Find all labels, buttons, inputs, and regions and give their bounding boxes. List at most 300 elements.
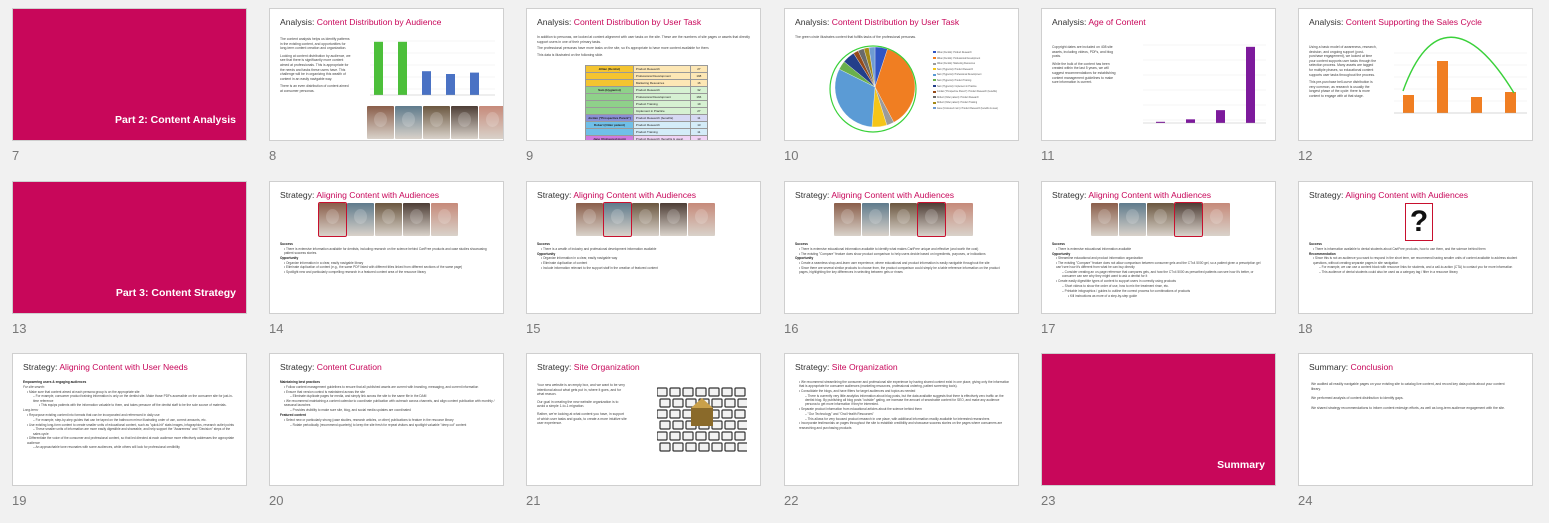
section-title: Part 3: Content Strategy [115,287,236,299]
slide-body-text [1311,382,1511,415]
bullet-marker: • [284,246,286,251]
parent-photo [375,203,402,236]
slide-title [537,190,696,200]
legend-label: Jillian (Dentist): Marketing Resources [937,63,976,66]
count-cell: 198 [690,73,707,80]
slide-title [23,362,188,372]
bullet-text: There is extensive educational information available [1057,246,1132,251]
dentist-photo [367,106,394,139]
count-cell: 11 [690,115,707,122]
grid-cube [738,421,747,429]
older-patient-photo [1175,203,1202,236]
grid-cube [673,443,683,451]
slide-title [1052,17,1146,27]
bullet-text: An approachable tone resonates with some audiences, while others will look for professional credibility [35,445,180,450]
bullet-text: Create a seamless shop-and-learn user experience, where educational and product information is easily navigable throughout the site [801,261,990,266]
slide-title-prefix: Strategy: [23,362,60,372]
legend-swatch [933,51,936,53]
bullet-marker: ▪ [39,403,41,408]
bullet-marker: – [1062,270,1065,275]
bullet-item [1052,284,1267,288]
bullet-text: Eliminate duplication of content (e.g., the same PDF listed with different titles linked from different sections of the same page) [286,265,463,270]
slide-thumbnail-24 [1298,353,1533,523]
slide-21[interactable] [526,353,761,486]
bullet-item [280,265,495,269]
bullet-item [1052,242,1267,246]
body-paragraph: Our goal in creating the new website organization is to avoid a simple 1-to-1 migration. [537,399,619,409]
bullet-marker: – [1062,288,1065,293]
body-paragraph: We audited all readily navigable pages on your existing site to catalog live content, and record key data points about your content library. [1311,382,1505,391]
pie-legend [933,51,998,113]
bullet-item [280,399,495,407]
task-cell: Implement in Practice [633,108,690,115]
bullet-item [537,242,752,246]
content-age-bar-chart [1138,39,1268,131]
body-paragraph: The green circle illustrates content that fulfills tasks of the professional personas. [795,35,916,39]
open-box [691,408,713,426]
bullet-item [1052,252,1267,256]
bullet-text: Maintaining best practices [280,380,321,384]
bullet-text: Organize information in a clear, easily navigable way [543,256,618,261]
grid-cube [670,388,680,396]
legend-label: Sam (Hygienist): Professional Development [937,74,982,77]
bullet-text: Use existing long-form content to create smaller units of educational content, such as "quick-hit" stats images, infographics, research outlet points [29,422,234,427]
slide-title [280,17,441,27]
bullet-item [795,417,1010,421]
persona-cell: Sam (Hygienist) [586,87,634,94]
bullet-item [795,394,1010,407]
slide-body-text [1052,45,1120,88]
grid-cube [735,388,745,396]
bullet-item [23,408,238,412]
table-row [586,80,708,87]
bullet-item [1052,289,1267,293]
grid-cube [657,388,667,396]
bullet-marker: • [799,265,802,270]
body-paragraph: Your new website is an empty box, and we want to be very intentional about what gets put in, where it goes, and for what reason. [537,383,625,397]
slide-title-prefix: Strategy: [1052,190,1089,200]
bullet-marker: ▪ [1068,293,1071,298]
bar [1505,92,1516,113]
bullet-text: Streamline educational and product information organization [1058,256,1144,261]
body-paragraph: The content analysis helps us identify patterns in the existing content, and opportunities for long-term content creation and organization. [280,37,350,51]
persona-photos [319,203,458,236]
bullet-marker: – [290,422,293,427]
slide-title-accent: Aligning Content with Audiences [1345,190,1469,200]
persona-cell: Robert (Older patient) [586,122,634,129]
bullet-text: Eliminate duplication of content [543,261,588,266]
slide-7[interactable] [12,8,247,141]
legend-label: Sam (Hygienist): Product Training [937,79,972,82]
slide-title-prefix: Strategy: [1309,190,1346,200]
bullet-text: For example, consumer product training information is only on the dentist site. Make those PDFs accessible on the consumer site for just-in-time reference [33,394,233,403]
bullet-text: For site search: [23,384,45,389]
bullet-item [795,407,1010,411]
slide-title-accent: Aligning Content with Audiences [573,190,697,200]
grid-cube [660,421,670,429]
grid-cube [712,399,722,407]
bullet-item [1309,247,1524,251]
bullet-text: Recommendation [1309,251,1336,256]
bullet-marker: – [290,408,293,413]
older-patient-photo [451,106,478,139]
bullet-text: Opportunity [1052,251,1071,256]
slide-title-accent: Aligning Content with User Needs [59,362,188,372]
bullet-item [23,403,238,407]
slide-number: 9 [526,148,534,163]
persona-cell: Jillian (Dentist) [586,66,634,73]
bullet-text: Consolidate the blogs, and have filters for target audiences and topics as needed [801,389,916,393]
bar [1437,61,1448,113]
slide-title [537,17,701,27]
persona-cell [586,108,634,115]
table-row [586,66,708,73]
persona-photos [1091,203,1230,236]
parent-photo [632,203,659,236]
parent-photo [1147,203,1174,236]
grid-cube [725,443,735,451]
count-cell: 27 [690,66,707,73]
hygienist-photo [347,203,374,236]
slide-bullets [23,380,238,450]
count-cell: 27 [690,108,707,115]
bullet-text: The existing "Compare" feature does show product comparison to help users decide based on ingredients, purposes, or indications [800,251,986,256]
body-paragraph: Copyright dates are included on 408 site assets, including videos, PDFs, and blog posts. [1052,45,1114,59]
legend-swatch [933,63,936,65]
bullet-item [280,418,495,422]
slide-title [1309,190,1468,200]
bullet-item [1052,294,1267,298]
bullet-item [280,261,495,265]
bullet-marker: – [1319,270,1322,275]
slide-thumbnail-23 [1041,353,1276,523]
slide-number: 23 [1041,493,1056,508]
bullet-item [537,266,752,270]
table-row [586,101,708,108]
bar [422,71,431,95]
task-cell: Product Research (benefits) [633,115,690,122]
slide-number: 22 [784,493,799,508]
sales-cycle-chart [1389,33,1529,128]
bullet-item [23,390,238,394]
slide-13[interactable] [12,181,247,314]
bullet-item [795,380,1010,388]
bar [446,74,455,95]
slide-number: 19 [12,493,27,508]
slide-number: 20 [269,493,284,508]
slide-body-text [537,35,752,59]
legend-swatch [933,91,936,93]
bullet-item [795,252,1010,256]
slide-title [795,190,954,200]
legend-swatch [933,74,936,76]
slide-title [280,362,382,372]
bullet-text: This equips patients with the information valuable to them, and takes pressure off the dentist staff to be the sole source of materials. [40,403,227,408]
bullet-text: We recommend streamlining the consumer and professional site experience by having shared content exist in one place, giving only the information that is appropriate for consumer audiences (marketing resources, professional ordering, patient screening tools). [799,380,1010,389]
slide-number: 8 [269,148,277,163]
bullet-item [795,256,1010,260]
slide-9[interactable] [526,8,761,141]
bullet-item [280,256,495,260]
bullet-item [1052,247,1267,251]
empty-box-grid-image [657,384,747,454]
bullet-text: This audience of dental students could also be used as a category tag / filter in a resource library [1321,270,1458,275]
count-cell: 13 [690,122,707,129]
slide-number: 7 [12,148,20,163]
table-row [586,73,708,80]
persona-cell [586,101,634,108]
slide-title-prefix: Analysis: [795,17,832,27]
parent-photo [890,203,917,236]
slide-title-prefix: Strategy: [795,190,832,200]
bullet-marker: • [284,265,287,270]
slide-title [1052,190,1211,200]
slide-number: 17 [1041,321,1056,336]
bullet-text: Long-term: [23,408,39,413]
grid-cube [722,388,732,396]
slide-thumbnail-19 [12,353,247,523]
slide-thumbnail-9 [526,8,761,178]
slide-title-accent: Site Organization [831,362,898,372]
dentist-photo [1091,203,1118,236]
slide-20[interactable] [269,353,504,486]
bullet-marker: • [541,265,544,270]
slide-bullets [1052,242,1267,298]
slide-title-accent: Age of Content [1088,17,1146,27]
hygienist-photo [604,203,631,236]
bullet-text: Printable infographics / guides to outline the correct process for combinations of products [1064,288,1191,293]
bullet-item [23,394,238,402]
grid-cube [738,399,747,407]
bar [1216,110,1225,123]
slide-thumbnail-10 [784,8,1019,178]
bullet-text: Include information relevant to the support staff in the creation of featured content [543,265,658,270]
bullet-item [23,380,238,384]
slide-thumbnail-21 [526,353,761,523]
slide-number: 15 [526,321,541,336]
slide-8[interactable] [269,8,504,141]
count-cell: 166 [690,94,707,101]
legend-item [933,90,998,96]
bullet-text: For example, step-by-step guides that can be taped on the bathroom mirror illustrating order of use, correct amounts, etc. [35,417,207,422]
slide-17[interactable] [1041,181,1276,314]
bullet-marker: • [799,421,802,426]
bullet-marker: • [27,422,30,427]
bullet-text: Incorporate testimonials on pages throughout the site to establish credibility and showcase success stories on the pages where consumers are researching and purchasing products [799,421,1003,430]
slide-19[interactable] [12,353,247,486]
task-cell: Product Research (benefits & uses) [633,136,690,142]
bullet-text: "Our Technology" and "Oral Health Resources" [807,411,874,416]
persona-photos [367,106,504,139]
bullet-text: Separate product information from educational articles about the science behind them [801,407,922,411]
grid-cube [738,443,747,451]
bullet-item [23,418,238,422]
grid-cube [696,388,706,396]
legend-swatch [933,68,936,70]
bullet-item [23,413,238,417]
slide-18[interactable] [1298,181,1533,314]
task-cell: Product Training [633,129,690,136]
bullet-marker: – [805,411,808,416]
bullet-text: Organize information in a clear, easily navigable library [286,260,364,265]
grid-cube [722,410,732,418]
slide-title-accent: Content Distribution by Audience [316,17,442,27]
slide-24[interactable] [1298,353,1533,486]
body-paragraph: The professional personas have more tasks on the site, so it's appropriate to have more content available for them. [537,46,710,51]
persona-photos [834,203,973,236]
count-cell: 16 [690,80,707,87]
bullet-text: Eliminate duplicate pages for media, and simply link across the site to the same file in the DAM [292,394,427,399]
slide-title [1309,362,1393,372]
slide-bullets [795,380,1010,430]
bullet-marker: • [1056,246,1058,251]
bullet-item [1052,261,1267,269]
bullet-text: For example, we can use a content block with resource links for students, and a call-to-action (CTA) to contact you for more information [1321,265,1513,270]
bullet-marker: • [27,436,30,441]
body-paragraph: We performed analysis of content distribution to identify gaps. [1311,396,1404,401]
slide-15[interactable] [526,181,761,314]
bar [374,42,383,95]
slide-number: 14 [269,321,284,336]
legend-label: Jane (Uninsured mom): Product Research (benefits & uses) [937,107,998,110]
bullet-marker: – [1319,265,1322,270]
bullet-text: Opportunity [795,256,814,261]
slide-22[interactable] [784,353,1019,486]
slide-thumbnail-16 [784,181,1019,351]
bullet-text: Since this is not an audience you want to respond in the short term, we recommend having smaller units of content available to address student questions, without creating separate pages in site navigation [1313,256,1518,265]
bullet-text: Opportunity [280,255,299,260]
bullet-item [280,394,495,398]
legend-label: Jillian (Dentist): Product Research [937,52,972,54]
bullet-item [537,247,752,251]
legend-label: Sam (Hygienist): Product Research [937,68,973,71]
slide-thumbnail-17 [1041,181,1276,351]
slide-thumbnail-15 [526,181,761,351]
slide-title [795,362,898,372]
grid-cube [683,432,693,440]
slide-bullets [280,380,495,427]
slide-number: 11 [1041,148,1055,163]
bullet-marker: • [284,260,287,265]
task-pie-chart [825,37,925,137]
bullet-text: Success [1309,242,1322,246]
bullet-text: Create easily digestible types of content to support users in correctly using products [1058,279,1177,284]
slide-bullets [1309,242,1524,275]
task-cell: Product Research [633,87,690,94]
bullet-marker: • [284,384,287,389]
slide-title-prefix: Strategy: [537,190,574,200]
bullet-item [1309,252,1524,256]
slide-thumbnail-7 [12,8,247,178]
body-paragraph: We shared strategy recommendations to inform content redesign efforts, as well as long-term audience engagement with the site. [1311,405,1505,410]
table-row [586,115,708,122]
slide-title-prefix: Analysis: [1309,17,1346,27]
slide-title-prefix: Analysis: [1052,17,1089,27]
section-title: Part 2: Content Analysis [115,114,236,126]
bullet-text: Kill instructions as more of a step-by-step guide [1070,293,1137,298]
grid-cube [725,399,735,407]
bullet-marker: • [799,380,802,384]
slide-14[interactable] [269,181,504,314]
bullet-item [537,256,752,260]
persona-cell [586,80,634,87]
bullet-text: Repurpose existing content into formats that can be incorporated and referenced in daily use [29,412,160,417]
bullet-text: Make sure that content aimed at each persona group is on the appropriate site [29,389,140,394]
grid-cube [670,432,680,440]
body-paragraph: In addition to personas, we looked at content alignment with user tasks on the site. These are the numbers of site pages or assets that directly support users in one of their primary tasks. [537,35,750,44]
bullet-text: Provides visibility to make sure site, blog, and social media updates are coordinated [292,408,411,413]
legend-label: Jordan ("Prospective Parent"): Product Research (benefits) [937,91,998,94]
bullet-text: Since there are several similar products to choose from, the product comparison could simply be a table reference information on the product pages, highlighting the key differences in selecting between gels or rinses [799,265,1000,275]
bullet-marker: • [541,256,544,261]
slide-title-prefix: Strategy: [280,190,317,200]
slide-body-text [537,383,627,429]
count-cell: 13 [690,136,707,142]
slide-bullets [537,242,752,271]
dentist-photo [834,203,861,236]
bullet-text: Opportunity [537,251,556,256]
bullet-item [280,390,495,394]
grid-cube [712,421,722,429]
section-title: Summary [1217,459,1265,471]
legend-label: Sam (Hygienist): Implement in Practice [937,85,977,88]
slide-title-accent: Conclusion [1350,362,1394,372]
bullet-text: Ensure that version control is maintained across the site [286,389,366,394]
slide-thumbnail-11 [1041,8,1276,178]
mom-photo [946,203,973,236]
bullet-marker: – [290,394,293,399]
bullet-marker: • [1313,256,1316,261]
bullet-marker: • [284,270,287,275]
table-row [586,129,708,136]
bullet-text: There is a wealth of industry and professional development information available [542,246,657,251]
body-paragraph: Using a basic model of awareness, research, decision, and ongoing support (post-purchase engagement), we looked at time your content supports user tasks through the selection process. Many assets are tagged for multiple phases, so educational content supports user tasks throughout the process. [1309,45,1377,77]
bullet-item [1309,265,1524,269]
task-table [585,65,708,141]
slide-11[interactable] [1041,8,1276,141]
slide-thumbnail-12 [1298,8,1533,178]
legend-swatch [933,79,936,81]
bar [1246,47,1255,123]
slide-16[interactable] [784,181,1019,314]
bullet-item [23,423,238,427]
body-paragraph: There is an even distribution of content aimed at consumer personas. [280,84,349,93]
grid-cube [670,410,680,418]
bar [398,42,407,95]
slide-body-text [280,37,352,97]
bullet-text: Differentiate the voice of the consumer and professional content, so that led directed at each audience more effectively addresses the appropriate audience [27,436,235,445]
slide-10[interactable] [784,8,1019,141]
bullet-item [280,385,495,389]
slide-23[interactable] [1041,353,1276,486]
bullet-item [23,445,238,449]
grid-cube [673,421,683,429]
bullet-text: Empowering users & engaging audiences [23,380,87,384]
bullet-item [1052,279,1267,283]
bullet-text: Success [537,242,550,246]
grid-cube [686,443,696,451]
bullet-item [1052,270,1267,278]
slide-thumbnail-18 [1298,181,1533,351]
table-row [586,87,708,94]
slide-12[interactable] [1298,8,1533,141]
bullet-marker: • [27,412,30,417]
bullet-item [23,385,238,389]
grid-cube [709,388,719,396]
slide-number: 13 [12,321,27,336]
legend-label: Robert (Older patient): Product Research [937,96,979,99]
bullet-item [280,242,495,246]
